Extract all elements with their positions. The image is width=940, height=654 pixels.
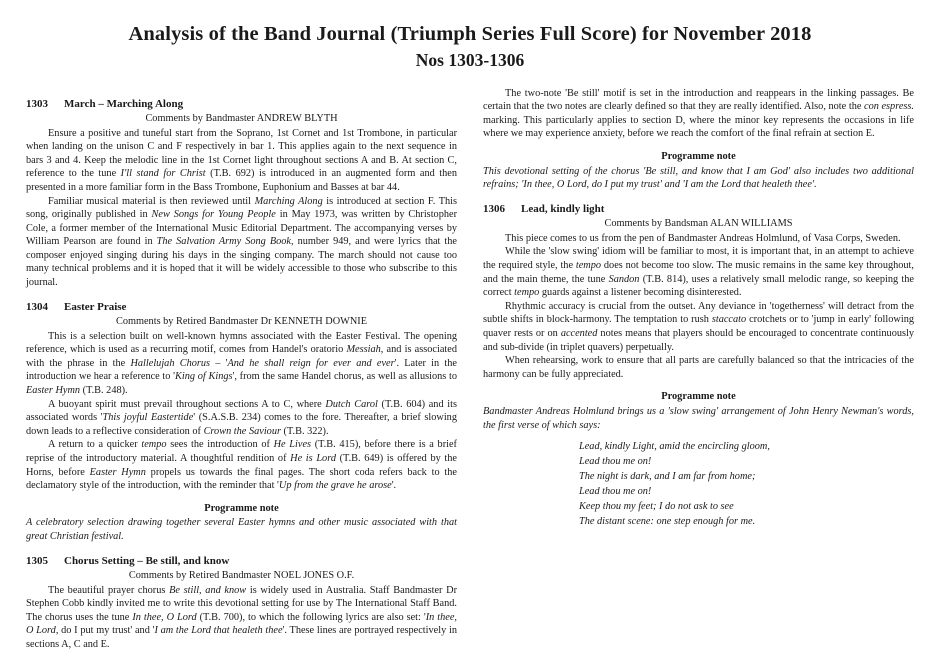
entry-1304-programme-note: A celebratory selection drawing together several Easter hymns and other music associated with that great Christian festival.: [26, 517, 457, 542]
entry-1305-programme-note-heading: Programme note: [661, 150, 736, 162]
entry-1306-paragraph-1: This piece comes to us from the pen of Bandmaster Andreas Holmlund, of Vasa Corps, Sweden.: [505, 232, 901, 244]
entry-1303-heading: [26, 97, 457, 112]
entry-1305-title: Chorus Setting – Be still, and know: [64, 554, 230, 567]
entry-1304-paragraph-2: A buoyant spirit must prevail throughout sections A to C, where Dutch Carol (T.B. 604) and its associated words 'This joyful Eastertide' (S.A.S.B. 234) comes to the fore. Thereafter, a brief slowing down leads to a reflective consideration of Crown the Saviour (T.B. 322).: [26, 398, 457, 437]
entry-1303-number: 1303: [26, 97, 48, 110]
entry-1305: [26, 554, 457, 652]
verse-line-4: Lead thou me on!: [579, 485, 652, 497]
entry-1306-programme-note: Bandmaster Andreas Holmlund brings us a 'slow swing' arrangement of John Henry Newman's words, the first verse of which says:: [483, 405, 914, 431]
entry-1304-number: 1304: [26, 300, 48, 313]
entry-1306-number: 1306: [483, 202, 505, 215]
verse-line-5: Keep thou my feet; I do not ask to see: [579, 500, 734, 512]
entry-1304-byline: Comments by Retired Bandmaster Dr KENNETH DOWNIE: [115, 316, 368, 328]
two-column-layout: [26, 87, 914, 654]
entry-1306-paragraph-4: When rehearsing, work to ensure that all parts are carefully balanced so that the intricacies of the harmony can be fully appreciated.: [483, 355, 914, 380]
entry-1303: [26, 97, 457, 290]
entry-1306-paragraph-2: While the 'slow swing' idiom will be familiar to most, it is important that, in an attempt to achieve the required style, the tempo does not become too slow. The music remains in the same key throughout, and the main theme, the tune Sandon (T.B. 814), uses a relatively small melodic range, so keeping the correct tempo guards against a listener becoming disinterested.: [483, 246, 914, 299]
page-title: Analysis of the Band Journal (Triumph Series Full Score) for November 2018: [128, 23, 812, 45]
entry-1305-paragraph-2: The two-note 'Be still' motif is set in the introduction and reappears in the linking passages. Be certain that the two notes are clearly defined so that they are really identified. Also, note the con espress. marking. This particularly applies to section D, where the minor key represents the occasions in life where we may experience anxiety, before we reach the comfort of the final refrain at section E.: [483, 87, 914, 140]
entry-1304-heading: [26, 300, 457, 315]
entry-1304: [26, 300, 457, 544]
page-subtitle: Nos 1303-1306: [415, 49, 525, 70]
entry-1304-programme-note-heading: Programme note: [204, 502, 279, 514]
entry-1305-heading: [26, 554, 457, 569]
entry-1305-continued: [483, 87, 914, 192]
entry-1305-paragraph-1: The beautiful prayer chorus Be still, and know is widely used in Australia. Staff Bandmaster Dr Stephen Cobb kindly invited me to write this devotional setting for use by The International Staff Band. The chorus uses the tune In thee, O Lord (T.B. 700), to which the following lyrics are also set: 'In thee, O Lord, do I put my trust' and 'I am the Lord that healeth thee'. These lines are portrayed respectively in sections A, C and E.: [26, 584, 458, 650]
entry-1305-programme-note: This devotional setting of the chorus 'Be still, and know that I am God' also includes two additional refrains; 'In thee, O Lord, do I put my trust' and 'I am the Lord that healeth thee'.: [483, 165, 914, 191]
entry-1306-paragraph-3: Rhythmic accuracy is crucial from the outset. Any deviance in 'togetherness' will detract from the subtle shifts in block-harmony. The temptation to rush staccato crotchets or to 'jump in early' following quaver rests or on accented notes means that players should be encouraged to concentrate continuously and sub-divide (in triplet quavers) perpetually.: [483, 300, 915, 353]
entry-1303-paragraph-2: Familiar musical material is then reviewed until Marching Along is introduced at section F. This song, originally published in New Songs for Young People in May 1973, was written by Christopher Cole, a former member of the International Music Editorial Department. The accompanying verses by William Pearson are found in The Salvation Army Song Book, number 949, and were lyrics that the composer enjoyed singing during his days in the singing company. The march should not cause too many technical problems and it is hoped that it will be widely accessible to those who subscribe to this journal.: [26, 195, 458, 289]
entry-1304-paragraph-3: A return to a quicker tempo sees the introduction of He Lives (T.B. 415), before there is a brief reprise of the introductory material. A thoughtful rendition of He is Lord (T.B. 649) is offered by the Horns, before Easter Hymn propels us towards the final pages. The short coda refers back to the declamatory style of the introduction, with the reminder that 'Up from the grave he arose'.: [26, 439, 457, 492]
entry-1306-verse: [483, 440, 914, 530]
entry-1306-title: Lead, kindly light: [521, 202, 605, 215]
right-column: [483, 87, 914, 532]
verse-line-6: The distant scene: one step enough for me.: [579, 515, 756, 527]
verse-line-2: Lead thou me on!: [579, 456, 652, 468]
entry-1303-paragraph-1: Ensure a positive and tuneful start from the Soprano, 1st Cornet and 1st Trombone, in particular when landing on the unison C and F respectively in bar 1. This applies again to the next sequence in bars 3 and 4. Keep the melodic line in the 1st Cornet light throughout sections A and B. At section C, reference to the tune I'll stand for Christ (T.B. 692) is introduced in an augmented form and then presented in a more familiar form in the Bass Trombone, Euphonium and Basses at bar 44.: [26, 127, 457, 193]
entry-1305-byline: Comments by Retired Bandmaster NOEL JONES O.F.: [128, 570, 355, 582]
verse-line-1: Lead, kindly Light, amid the encircling gloom,: [579, 441, 770, 453]
entry-1306-programme-note-heading: Programme note: [661, 391, 736, 403]
entry-1303-title: March – Marching Along: [64, 97, 184, 110]
entry-1306-heading: [483, 202, 914, 217]
entry-1306-byline: Comments by Bandsman ALAN WILLIAMS: [604, 218, 793, 230]
entry-1304-paragraph-1: This is a selection built on well-known hymns associated with the Easter Festival. The opening reference, which is used as a recurring motif, comes from Handel's oratorio Messiah, and is associated with the phrase in the Hallelujah Chorus – 'And he shall reign for ever and ever'. Later in the introduction we hear a reference to 'King of Kings', from the same Handel chorus, as well as allusions to Easter Hymn (T.B. 248).: [26, 330, 457, 397]
entry-1303-byline: Comments by Bandmaster ANDREW BLYTH: [145, 113, 338, 125]
entry-1304-title: Easter Praise: [64, 300, 127, 313]
entry-1305-number: 1305: [26, 554, 48, 567]
verse-line-3: The night is dark, and I am far from home;: [579, 470, 756, 482]
left-column: [26, 87, 457, 654]
entry-1306: [483, 202, 914, 530]
